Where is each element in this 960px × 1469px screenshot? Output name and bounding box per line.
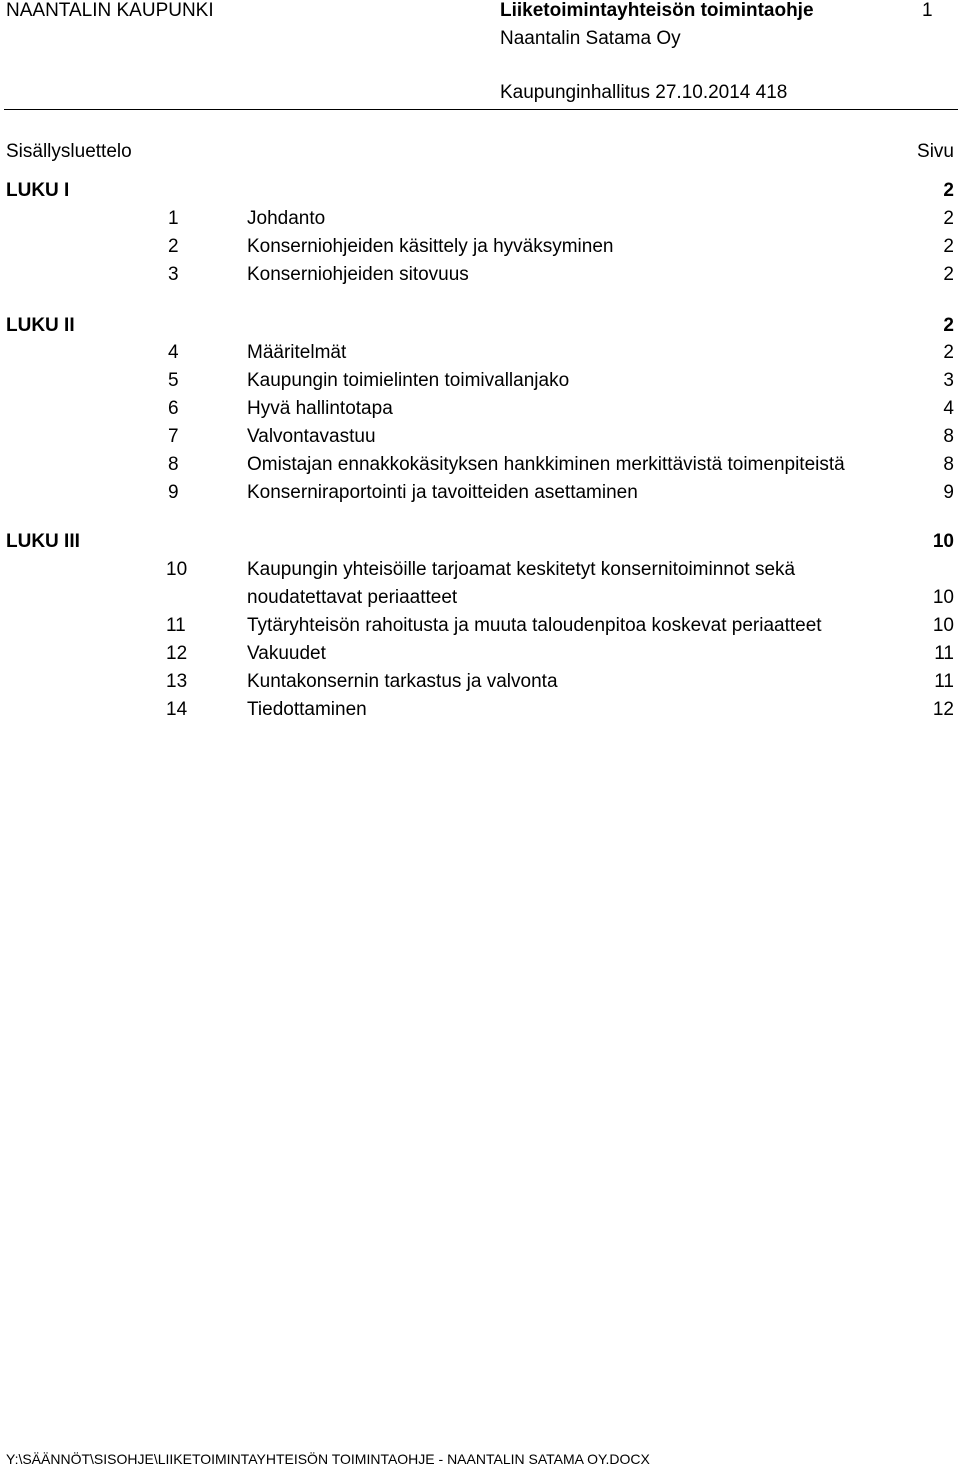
entry-page: 8 [943, 454, 954, 475]
entry-number: 2 [168, 236, 179, 257]
chapter-page: 2 [943, 180, 954, 201]
toc-entry-link[interactable]: Konserniraportointi ja tavoitteiden asettaminen [247, 482, 638, 503]
entry-number: 7 [168, 426, 179, 447]
toc-entry-link[interactable]: Johdanto [247, 208, 326, 229]
toc-entry-link-continuation[interactable]: noudatettavat periaatteet [247, 587, 458, 608]
entry-number: 10 [166, 559, 188, 580]
page-number: 1 [922, 0, 933, 21]
entry-page: 2 [943, 342, 954, 363]
entry-page: 3 [943, 370, 954, 391]
toc-entry-link[interactable]: Konserniohjeiden käsittely ja hyväksyminen [247, 236, 614, 257]
entry-page: 4 [943, 398, 954, 419]
entry-number: 8 [168, 454, 179, 475]
chapter-page: 10 [932, 531, 954, 552]
header-divider [4, 109, 958, 110]
chapter-label[interactable]: LUKU II [6, 315, 75, 336]
toc-entry-link[interactable]: Tiedottaminen [247, 699, 367, 720]
entry-page: 2 [943, 264, 954, 285]
entry-page: 10 [932, 615, 954, 636]
entry-page: 11 [934, 671, 954, 692]
toc-entry-link[interactable]: Määritelmät [247, 342, 347, 363]
entry-number: 3 [168, 264, 179, 285]
entry-number: 4 [168, 342, 179, 363]
entry-page: 8 [943, 426, 954, 447]
entry-page: 9 [943, 482, 954, 503]
toc-entry-link[interactable]: Kaupungin toimielinten toimivallanjako [247, 370, 570, 391]
entry-number: 9 [168, 482, 179, 503]
toc-entry-link[interactable]: Kaupungin yhteisöille tarjoamat keskitetyt konsernitoiminnot sekä [247, 559, 796, 580]
footer-file-path: Y:\SÄÄNNÖT\SISOHJE\LIIKETOIMINTAYHTEISÖN TOIMINTAOHJE - NAANTALIN SATAMA OY.DOCX [6, 1451, 650, 1467]
entry-page: 2 [943, 236, 954, 257]
entry-number: 11 [166, 615, 186, 636]
entry-page: 12 [932, 699, 954, 720]
entry-number: 5 [168, 370, 179, 391]
entry-number: 12 [166, 643, 188, 664]
decision-reference: Kaupunginhallitus 27.10.2014 418 [500, 82, 788, 103]
toc-entry-link[interactable]: Konserniohjeiden sitovuus [247, 264, 469, 285]
chapter-page: 2 [943, 315, 954, 336]
toc-title: Sisällysluettelo [6, 141, 132, 162]
document-title: Liiketoimintayhteisön toimintaohje [500, 0, 814, 21]
toc-entry-link[interactable]: Valvontavastuu [247, 426, 376, 447]
toc-entry-link[interactable]: Tytäryhteisön rahoitusta ja muuta taloudenpitoa koskevat periaatteet [247, 615, 822, 636]
toc-entry-link[interactable]: Vakuudet [247, 643, 326, 664]
entry-number: 13 [166, 671, 188, 692]
entry-number: 14 [166, 699, 188, 720]
entry-page: 2 [943, 208, 954, 229]
entry-number: 6 [168, 398, 179, 419]
toc-entry-link[interactable]: Omistajan ennakkokäsityksen hankkiminen merkittävistä toimenpiteistä [247, 454, 845, 475]
entry-page: 10 [932, 587, 954, 608]
toc-entry-link[interactable]: Kuntakonsernin tarkastus ja valvonta [247, 671, 558, 692]
entry-page: 11 [934, 643, 954, 664]
entry-number: 1 [168, 208, 179, 229]
toc-entry-link[interactable]: Hyvä hallintotapa [247, 398, 393, 419]
toc-page-column-label: Sivu [917, 141, 954, 162]
chapter-label[interactable]: LUKU I [6, 180, 70, 201]
municipality-name: NAANTALIN KAUPUNKI [6, 0, 214, 21]
company-name: Naantalin Satama Oy [500, 28, 681, 49]
chapter-label[interactable]: LUKU III [6, 531, 80, 552]
